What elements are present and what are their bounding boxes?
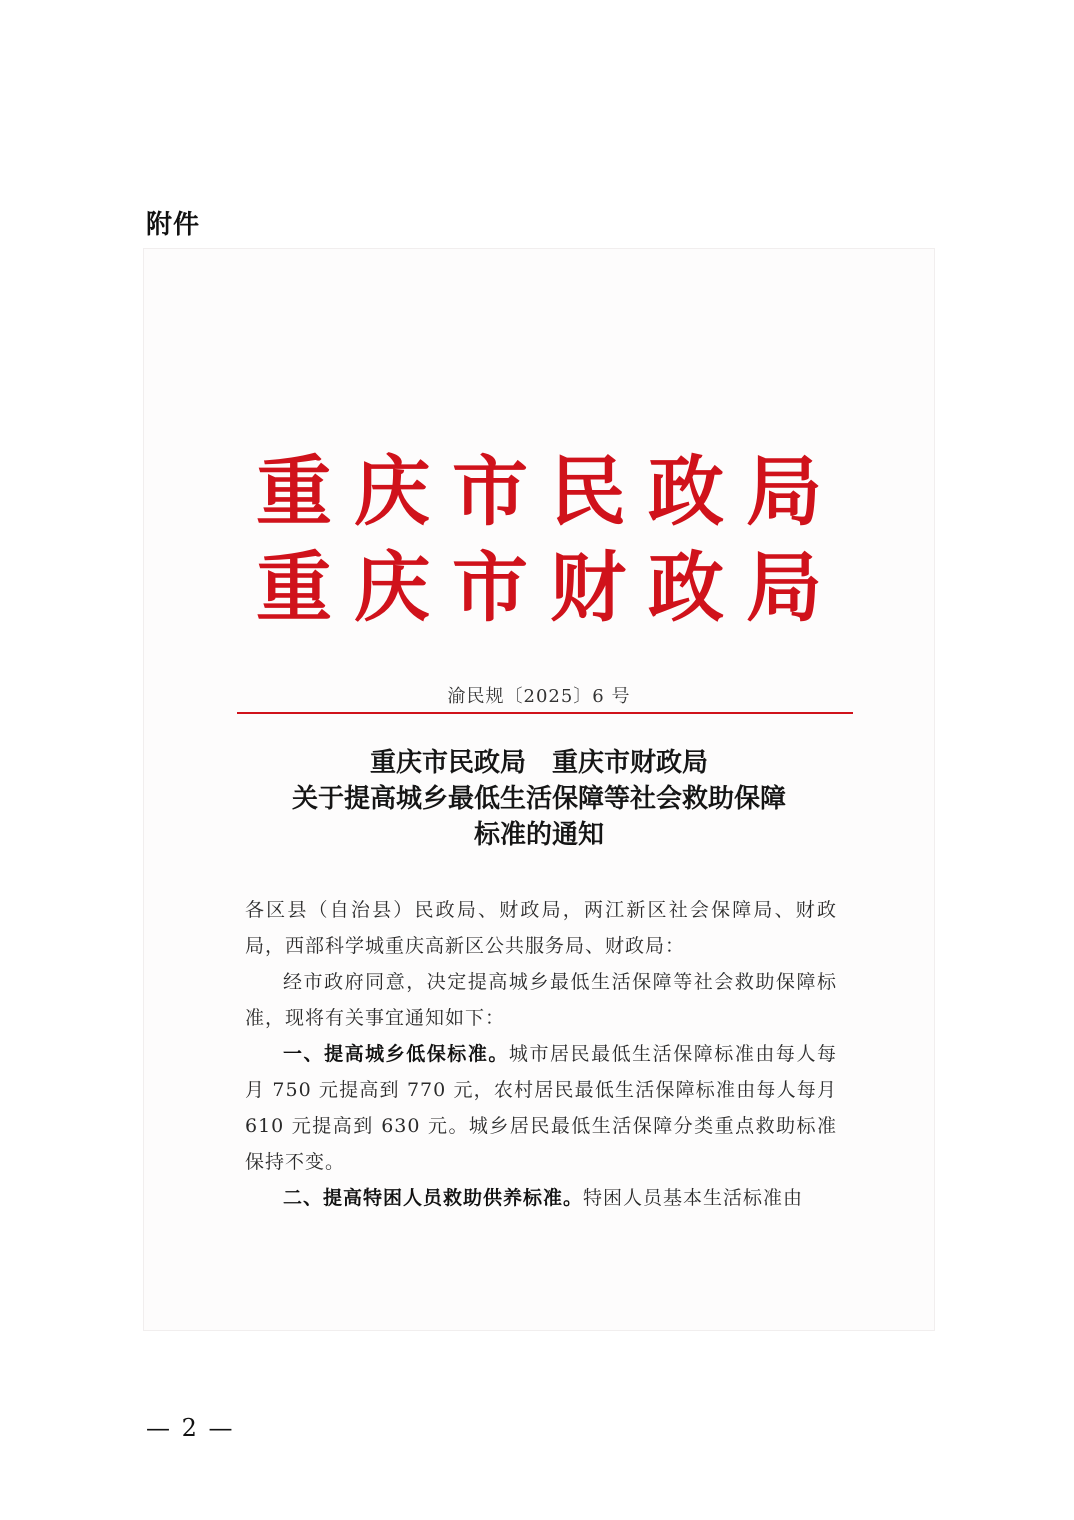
section-1-paragraph	[245, 1036, 837, 1180]
intro-paragraph: 经市政府同意，决定提高城乡最低生活保障等社会救助保障标准，现将有关事宜通知如下：	[245, 971, 837, 1029]
attachment-label: 附件	[146, 210, 201, 240]
notice-title-line-1: 重庆市民政局 重庆市财政局	[369, 748, 708, 778]
letterhead-civil-affairs-bureau: 重庆市民政局	[256, 447, 844, 536]
notice-title-line-2: 关于提高城乡最低生活保障等社会救助保障	[291, 784, 786, 814]
scanned-document	[143, 248, 935, 1331]
section-2-paragraph	[245, 1180, 837, 1216]
section-2-text: 特困人员基本生活标准由	[583, 1187, 804, 1209]
section-2-heading: 二、提高特困人员救助供养标准。	[283, 1187, 584, 1209]
document-number: 渝民规〔2025〕6 号	[447, 686, 631, 707]
section-1-heading: 一、提高城乡低保标准。	[283, 1043, 509, 1065]
salutation: 各区县（自治县）民政局、财政局，两江新区社会保障局、财政局，西部科学城重庆高新区公共服务局、财政局：	[245, 899, 837, 957]
red-divider-rule	[237, 712, 853, 714]
notice-title-line-3: 标准的通知	[473, 820, 604, 850]
notice-body	[245, 892, 837, 1216]
page-number: — 2 —	[146, 1414, 235, 1442]
section-1-text: 城市居民最低生活保障标准由每人每月 750 元提高到 770 元，农村居民最低生活保障标准由每人每月 610 元提高到 630 元。城乡居民最低生活保障分类重点救助标准保持不变。	[245, 1043, 837, 1173]
letterhead-finance-bureau: 重庆市财政局	[256, 543, 844, 632]
